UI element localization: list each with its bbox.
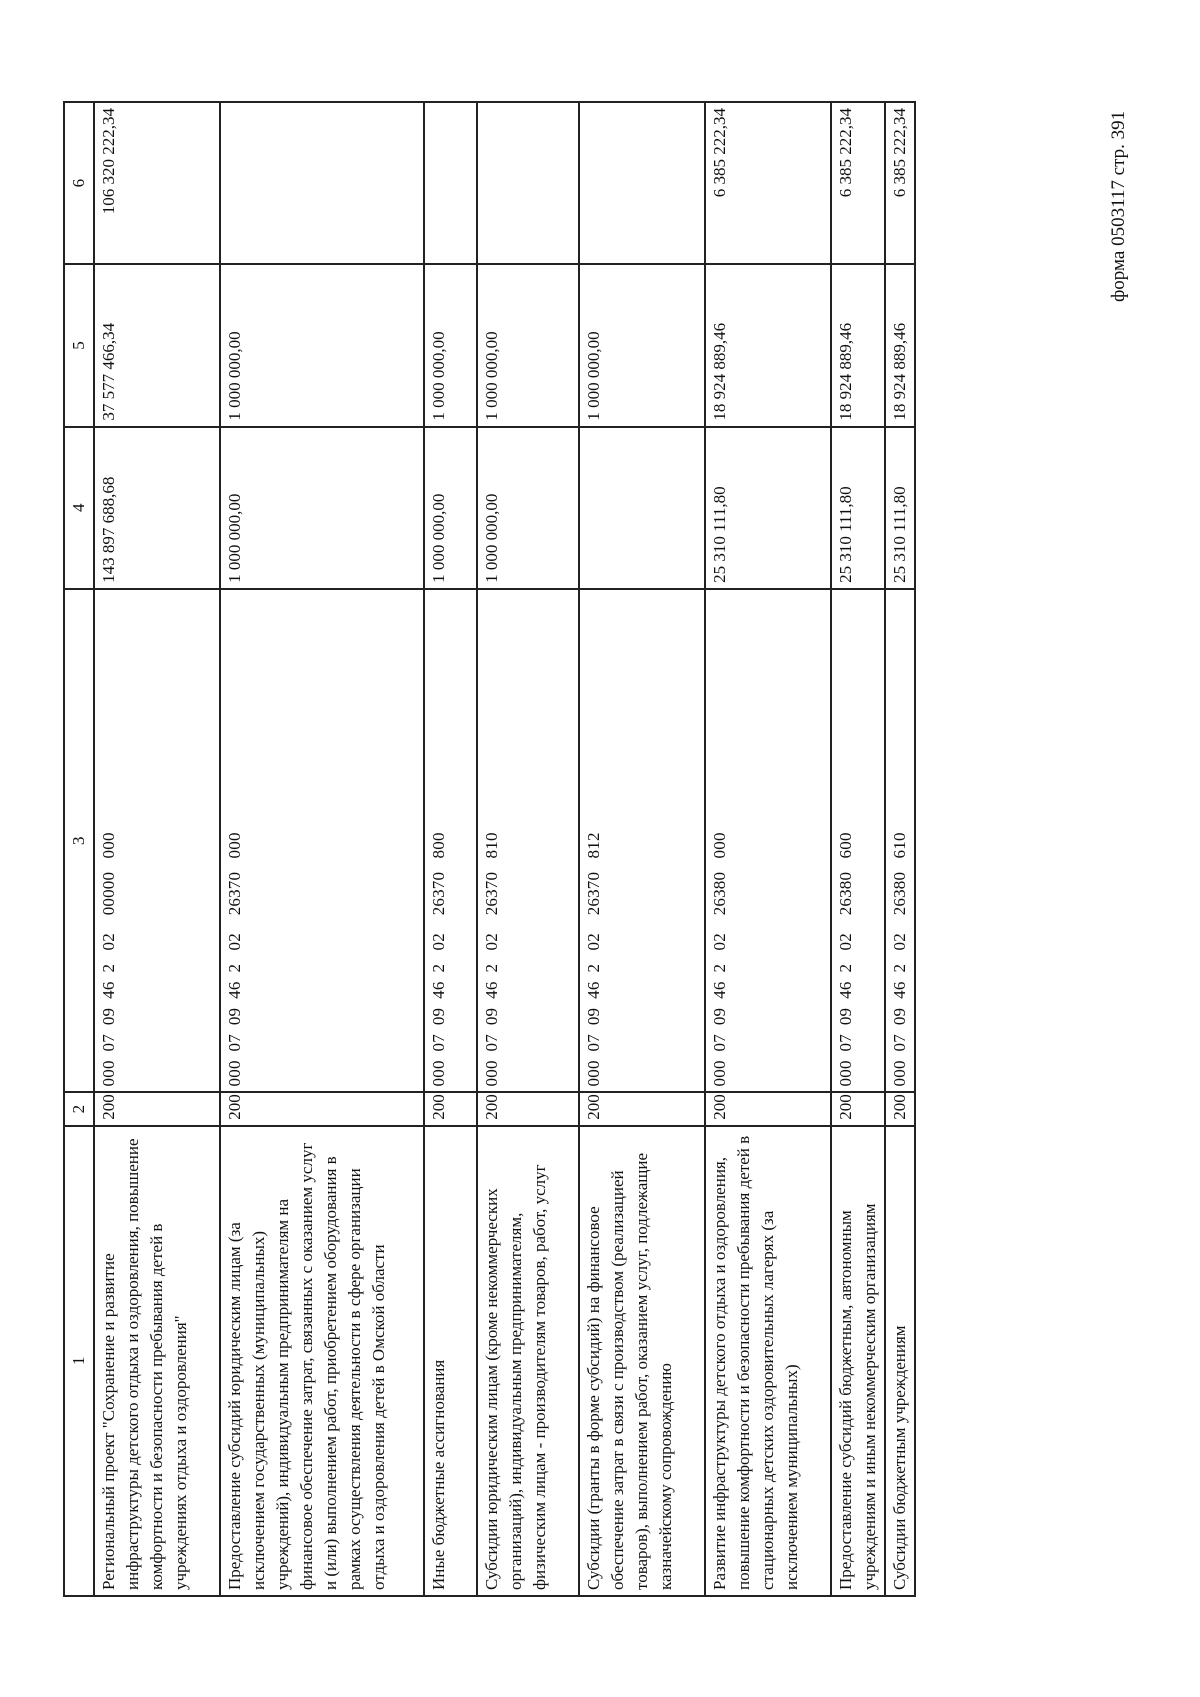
unexecuted-amount <box>220 102 424 264</box>
budget-classification-code: 000 07 09 46 2 02 26370 800 <box>424 589 477 1093</box>
budget-classification-code: 000 07 09 46 2 02 26370 812 <box>579 589 705 1093</box>
row-name: Региональный проект "Сохранение и развитие инфраструктуры детского отдыха и оздоровления, повышение комфортности и безопасности пребывания детей в учреждениях отдыха и оздоровления" <box>94 1126 220 1596</box>
approved-amount: 25 310 111,80 <box>885 427 915 589</box>
executed-amount: 18 924 889,46 <box>705 264 831 426</box>
budget-classification-code: 000 07 09 46 2 02 26370 000 <box>220 589 424 1093</box>
budget-classification-code: 000 07 09 46 2 02 26380 000 <box>705 589 831 1093</box>
column-number-row <box>64 102 94 1596</box>
approved-amount: 143 897 688,68 <box>94 427 220 589</box>
row-name: Развитие инфраструктуры детского отдыха и оздоровления, повышение комфортности и безопасности пребывания детей в стационарных детских оздоровительных лагерях (за исключением муниципальных) <box>705 1126 831 1596</box>
unexecuted-amount <box>579 102 705 264</box>
executed-amount: 37 577 466,34 <box>94 264 220 426</box>
table-row <box>831 102 885 1596</box>
budget-classification-code: 000 07 09 46 2 02 00000 000 <box>94 589 220 1093</box>
row-name: Субсидии юридическим лицам (кроме некоммерческих организаций), индивидуальным предпринимателям, физическим лицам - производителям товаров, работ, услуг <box>477 1126 579 1596</box>
line-code: 200 <box>94 1092 220 1125</box>
approved-amount: 25 310 111,80 <box>705 427 831 589</box>
table-row <box>885 102 915 1596</box>
table-row <box>220 102 424 1596</box>
row-name: Субсидии (гранты в форме субсидий) на финансовое обеспечение затрат в связи с производством (реализацией товаров), выполнением работ, оказанием услуг, подлежащие казначейскому сопровождению <box>579 1126 705 1596</box>
row-name: Предоставление субсидий юридическим лицам (за исключением государственных (муниципальных) учреждений), индивидуальным предпринимателям на финансовое обеспечение затрат, связанных с оказанием услуг и (или) выполнением работ, приобретением оборудования в рамках осуществления деятельности в сфере организации отдыха и оздоровления детей в Омской области <box>220 1126 424 1596</box>
table-row <box>705 102 831 1596</box>
approved-amount: 1 000 000,00 <box>477 427 579 589</box>
form-reference: форма 0503117 стр. 391 <box>1108 110 1129 302</box>
row-name: Субсидии бюджетным учреждениям <box>885 1126 915 1596</box>
line-code: 200 <box>477 1092 579 1125</box>
budget-classification-code: 000 07 09 46 2 02 26370 810 <box>477 589 579 1093</box>
executed-amount: 18 924 889,46 <box>885 264 915 426</box>
approved-amount: 25 310 111,80 <box>831 427 885 589</box>
row-name: Иные бюджетные ассигнования <box>424 1126 477 1596</box>
unexecuted-amount: 6 385 222,34 <box>831 102 885 264</box>
line-code: 200 <box>705 1092 831 1125</box>
column-header-6: 6 <box>64 102 94 264</box>
budget-classification-code: 000 07 09 46 2 02 26380 600 <box>831 589 885 1093</box>
row-name: Предоставление субсидий бюджетным, автономным учреждениям и иным некоммерческим организациям <box>831 1126 885 1596</box>
executed-amount: 1 000 000,00 <box>579 264 705 426</box>
column-header-1: 1 <box>64 1126 94 1596</box>
column-header-5: 5 <box>64 264 94 426</box>
approved-amount <box>579 427 705 589</box>
executed-amount: 1 000 000,00 <box>220 264 424 426</box>
table-row <box>94 102 220 1596</box>
line-code: 200 <box>885 1092 915 1125</box>
unexecuted-amount: 106 320 222,34 <box>94 102 220 264</box>
line-code: 200 <box>831 1092 885 1125</box>
unexecuted-amount: 6 385 222,34 <box>885 102 915 264</box>
table-row <box>579 102 705 1596</box>
line-code: 200 <box>579 1092 705 1125</box>
executed-amount: 1 000 000,00 <box>477 264 579 426</box>
column-header-4: 4 <box>64 427 94 589</box>
approved-amount: 1 000 000,00 <box>424 427 477 589</box>
line-code: 200 <box>424 1092 477 1125</box>
column-header-3: 3 <box>64 589 94 1093</box>
unexecuted-amount <box>424 102 477 264</box>
budget-classification-code: 000 07 09 46 2 02 26380 610 <box>885 589 915 1093</box>
approved-amount: 1 000 000,00 <box>220 427 424 589</box>
line-code: 200 <box>220 1092 424 1125</box>
table-row <box>477 102 579 1596</box>
executed-amount: 18 924 889,46 <box>831 264 885 426</box>
executed-amount: 1 000 000,00 <box>424 264 477 426</box>
column-header-2: 2 <box>64 1092 94 1125</box>
budget-table <box>63 101 916 1597</box>
table-row <box>424 102 477 1596</box>
unexecuted-amount: 6 385 222,34 <box>705 102 831 264</box>
unexecuted-amount <box>477 102 579 264</box>
